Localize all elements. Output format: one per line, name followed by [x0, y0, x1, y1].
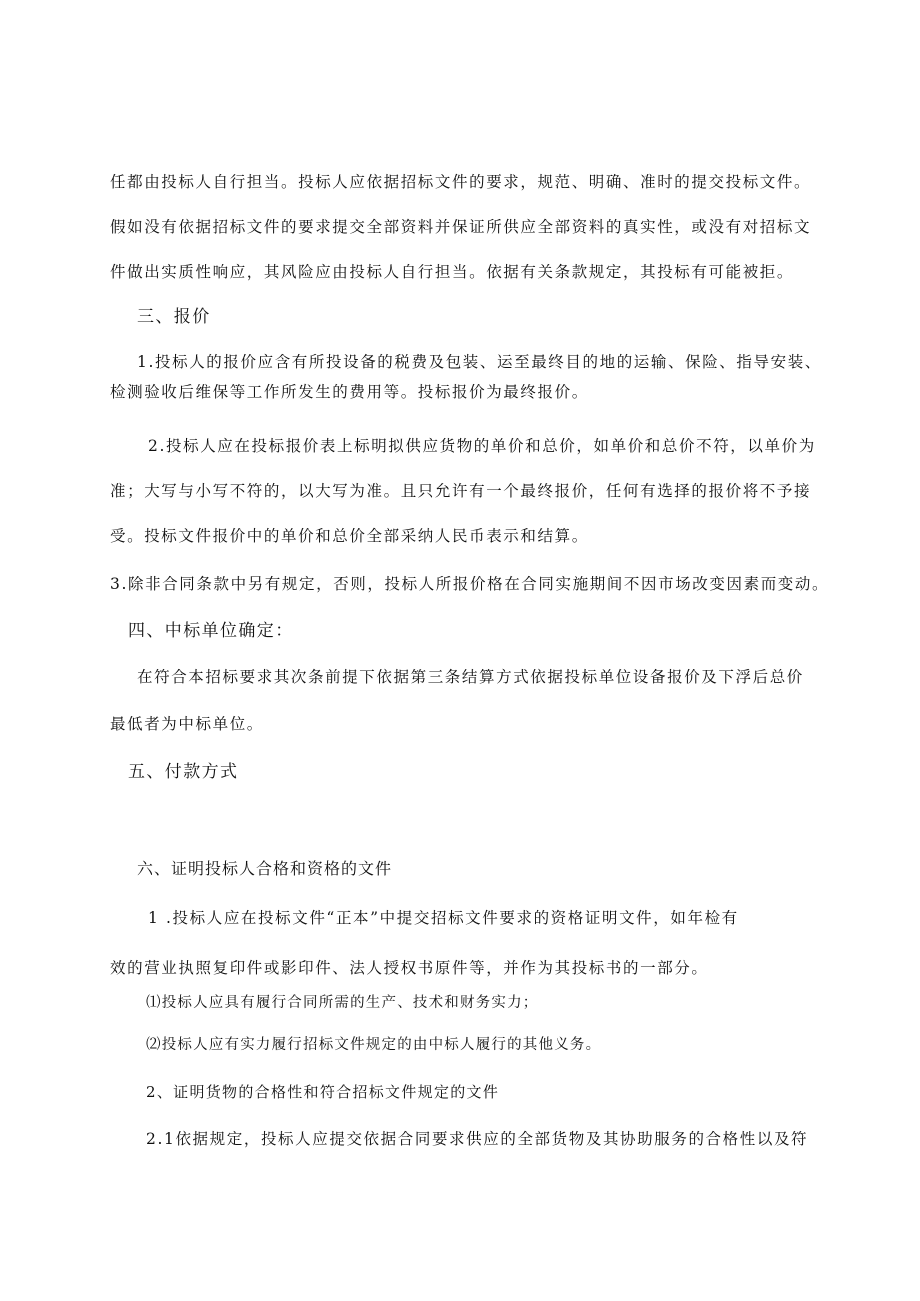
paragraph-line: 1.投标人的报价应含有所投设备的税费及包装、运至最终目的地的运输、保险、指导安装、	[137, 353, 822, 371]
paragraph-line: 最低者为中标单位。	[110, 715, 264, 733]
paragraph-line: 准；大写与小写不符的，以大写为准。且只允许有一个最终报价，任何有选择的报价将不予接	[110, 482, 812, 500]
subsection-heading: 2、证明货物的合格性和符合招标文件规定的文件	[146, 1083, 500, 1101]
paragraph-line: 假如没有依据招标文件的要求提交全部资料并保证所供应全部资料的真实性，或没有对招标文	[110, 218, 812, 236]
paragraph-line: 2.1依据规定，投标人应提交依据合同要求供应的全部货物及其协助服务的合格性以及符	[146, 1130, 809, 1148]
paragraph-line: 件做出实质性响应，其风险应由投标人自行担当。依据有关条款规定，其投标有可能被拒。	[110, 263, 795, 281]
section-heading-payment: 五、付款方式	[128, 762, 239, 782]
section-heading-winner: 四、中标单位确定：	[128, 621, 294, 641]
list-item: ⑵投标人应有实力履行招标文件规定的由中标人履行的其他义务。	[146, 1037, 602, 1053]
paragraph-line: 检测验收后维保等工作所发生的费用等。投标报价为最终报价。	[110, 383, 589, 401]
paragraph-line: 效的营业执照复印件或影印件、法人授权书原件等，并作为其投标书的一部分。	[110, 959, 709, 977]
list-item: ⑴投标人应具有履行合同所需的生产、技术和财务实力；	[146, 995, 539, 1011]
section-heading-qualification: 六、证明投标人合格和资格的文件	[137, 859, 393, 878]
paragraph-line: 1 .投标人应在投标文件“正本”中提交招标文件要求的资格证明文件，如年检有	[148, 909, 739, 927]
paragraph-line: 受。投标文件报价中的单价和总价全部采纳人民币表示和结算。	[110, 527, 589, 545]
paragraph-line: 3.除非合同条款中另有规定，否则，投标人所报价格在合同实施期间不因市场改变因素而变动。	[110, 575, 830, 593]
section-heading-quote: 三、报价	[137, 307, 211, 327]
paragraph-line: 在符合本招标要求其次条前提下依据第三条结算方式依据投标单位设备报价及下浮后总价	[137, 668, 804, 686]
paragraph-line: 任都由投标人自行担当。投标人应依据招标文件的要求，规范、明确、准时的提交投标文件。	[110, 173, 812, 191]
paragraph-line: 2.投标人应在投标报价表上标明拟供应货物的单价和总价，如单价和总价不符，以单价为	[148, 437, 816, 455]
